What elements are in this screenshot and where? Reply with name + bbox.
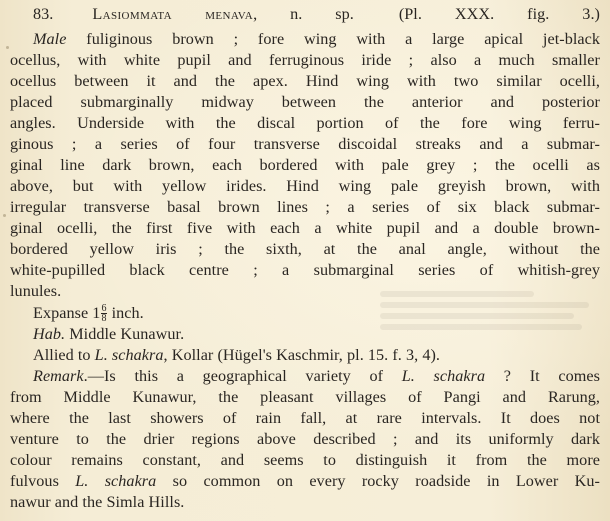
remark-line: fulvous L. schakra so common on every rocky roadside in Lower Ku- [10,472,600,490]
remark-line: colour remains constant, and seems to distinguish it from the more [10,451,600,469]
remark-line: venture to the drier regions above described ; and its uniformly dark [10,430,600,448]
remark-line: where the last showers of rain fall, at rare intervals. It does not [10,409,600,427]
expanse-line: Expanse 1 $\frac{6}{8}$ inch. [33,303,144,324]
allied-species: L. schakra [94,346,164,364]
paper-speck [3,214,6,217]
description-line: ginous ; a series of four transverse discoidal streaks and a submar- [10,135,600,153]
species-status: , n. sp. [253,5,354,23]
species-name: Lasiommata menava [92,5,254,23]
description-line: above, but with yellow irides. Hind wing pale greyish brown, with [10,177,600,195]
remark-line: Remark.—Is this a geographical variety of L. schakra ? It comes [33,367,600,385]
description-line: ocellus, with white pupil and ferruginous iride ; also a much smaller [10,51,600,69]
description-line: bordered yellow iris ; the sixth, at the anal angle, without the [10,240,600,258]
description-line: lunules. [10,282,62,300]
species-number: 83. [33,5,54,23]
description-line: ocellus between it and the apex. Hind wing with two similar ocelli, [10,72,600,90]
remark-line: from Middle Kunawur, the pleasant villages of Pangi and Rarung, [10,388,600,406]
description-line: ginal line dark brown, each bordered with pale grey ; the ocelli as [10,156,600,174]
description-line: angles. Underside with the discal portion of the fore wing ferru- [10,114,600,132]
description-line: placed submarginally midway between the anterior and posterior [10,93,600,111]
description-line: irregular transverse basal brown lines ; a series of six black submar- [10,198,600,216]
species-heading [10,4,600,25]
description-line: Male fuliginous brown ; fore wing with a large apical jet-black [33,30,600,48]
paper-speck [6,46,9,49]
plate-reference: (Pl. XXX. fig. 3.) [398,5,600,23]
expanse-fraction: $\frac{6}{8}$ [101,303,107,324]
sex-label: Male [33,30,67,48]
remark-line: nawur and the Simla Hills. [10,493,185,511]
allied-line: Allied to L. schakra, Kollar (Hügel's Kaschmir, pl. 15. f. 3, 4). [33,346,441,364]
habitat-line [10,324,600,345]
habitat-value: Middle Kunawur. [65,325,185,343]
description-line: ginal ocelli, the first five with each a white pupil and a double brown- [10,219,600,237]
habitat-label: Hab. [33,325,66,343]
description-line: white-pupilled black centre ; a submarginal series of whitish-grey [10,261,600,279]
